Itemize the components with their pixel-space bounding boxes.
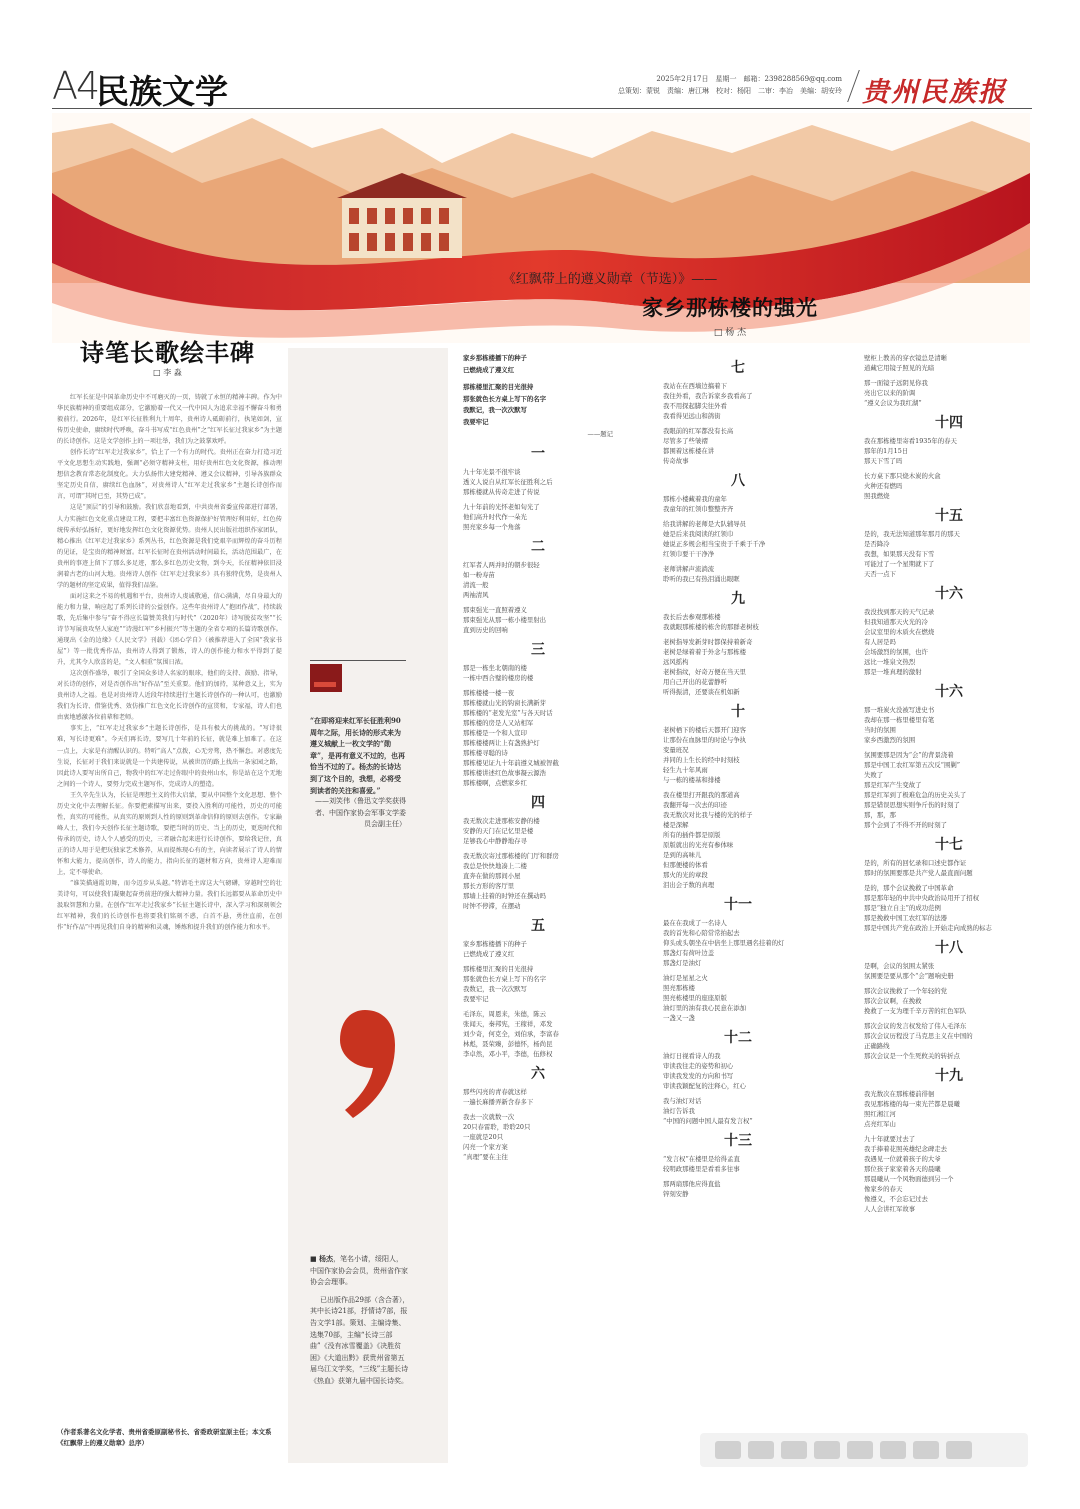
poem-line: 会场激烈的氛围，也许 (864, 648, 928, 656)
stanza-number: 五 (531, 917, 545, 934)
poem-line: 远比一堆泉文热烈 (864, 658, 916, 666)
stanza-number: 十六 (935, 684, 963, 700)
stanza-number: 十一 (724, 897, 752, 913)
poem-line: 那是红军到了极难危急的历史关头了 (864, 791, 967, 799)
book-cover-thumbnail (310, 664, 342, 692)
poem-line: 老树指导发新芽时都保持着新奇 (663, 638, 753, 646)
poem-line: 我没找到那天的天气记录 (864, 608, 935, 616)
poem-line: 那是那年轻的中共中央政治局用开了招权 (864, 894, 980, 902)
poem-line: 那火的光的章段 (663, 871, 708, 879)
poem-line: 审读我发发的方向和书写 (663, 1072, 734, 1080)
poem-line: 直到历史的回响 (463, 625, 508, 634)
poem-line: 那栋楼是一个和人宣印 (463, 728, 527, 737)
stanza-lines (463, 816, 613, 911)
poem-line: 那盏灯有荷叶边盖 (663, 949, 715, 957)
stanza-number: 十八 (935, 940, 963, 956)
poem-line: 一遍长麻播弄新含春多下 (463, 1097, 534, 1106)
poem-line: 有人居是吗 (864, 638, 896, 646)
poem-line: 是到的高味儿 (663, 851, 702, 859)
poem-line: 她说正多规会相当宝贵于千乘于千净 (663, 540, 766, 548)
poem-line: 我数记，我一次次默写 (463, 984, 527, 993)
stanza-lines (663, 1051, 813, 1126)
poem-line: 亮出它以来的阶调 (864, 389, 916, 397)
poem-line: 那是错误思想实则争斤伤的时刻了 (864, 801, 960, 809)
stanza-lines (864, 961, 1034, 1061)
poem-line: 九十年前的光怀老如旬光了 (463, 502, 540, 511)
poem-line: 那年的1月15日 (864, 447, 909, 455)
poem-line: 林彪，聂荣臻，彭德怀，杨尚昆 (463, 1039, 553, 1048)
poem-line: 油灯日视看诗人的我 (663, 1052, 721, 1060)
poem-author: □ 杨 杰 (713, 328, 747, 338)
poem-line: 传奇故事 (663, 457, 689, 465)
poem-line: 人人会讲红军故事 (864, 1205, 916, 1213)
poem-line: 那栋楼就从传奇走进了传说 (463, 487, 540, 496)
poem-line: 那一面镜子远阴见你我 (864, 379, 928, 387)
poem-line: 我就眼那栋楼的栋舍的那群老树枝 (663, 623, 759, 631)
stanza-lines (864, 607, 1034, 677)
poem-line: 刘少奇，何克全，刘伯承，李富春 (463, 1029, 559, 1038)
poem-line: 那栋楼就山光的钩窗长满新芽 (463, 698, 547, 707)
decorative-comma-icon (335, 1010, 395, 1120)
stanza-lines (864, 436, 1034, 501)
poem-line: 照红湘江河 (864, 1110, 896, 1118)
article-body (57, 392, 282, 1422)
stanza-lines (663, 381, 813, 466)
poem-line: 那栋小楼藏着我的童年 (663, 495, 727, 503)
poem-line: 挽救了一支为理千辛万苦的红色军队 (864, 1007, 967, 1015)
poem-line: 长方桌下那只烧木炭的火盒 (864, 472, 941, 480)
poem-line: 老树是绿着着于外念与那栋楼 (663, 648, 747, 656)
poem-line: 安静的天门在记忆里是楼 (463, 826, 534, 835)
poem-line: 远风摇构 (663, 658, 689, 666)
poem-line: 是否降冷 (864, 540, 890, 548)
poem-line: 油灯告诉我 (663, 1107, 695, 1115)
poem-line: 那些闪亮的青春就这样 (463, 1087, 527, 1096)
stanza-lines (864, 1089, 1034, 1214)
poem-line: 楼是深解 (663, 821, 689, 829)
review-quote-attribution: ——刘笑伟（鲁迅文学奖获得者、中国作家协会军事文学委员会副主任） (315, 797, 406, 829)
poem-line: 九十年就要过去了 (864, 1135, 916, 1143)
poem-line: 尽管多了些皱褶 (663, 437, 708, 445)
poem-line: 用自己开出的花蕾静听 (663, 678, 727, 686)
poem-line: 我在那栋楼里寄看1935年的春天 (864, 437, 957, 445)
poem-line: 那长方形的客厅里 (463, 881, 515, 890)
article-footnote: （作者系著名文化学者、贵州省委原副秘书长、省委政研室原主任；本文系《红飘带上的遵义勋章》总序） (57, 1428, 272, 1447)
poem-line: 家乡西激烈的氛围 (864, 736, 916, 744)
page-footer-decoration (700, 1433, 1028, 1467)
poem-line: 九十年光景不很牢谈 (463, 467, 521, 476)
poem-line: 是的，所有的回忆录和口述史都作证 (864, 859, 967, 867)
poem-line: 如一粉寿苗 (463, 570, 495, 579)
poem-line: 家乡那栋楼播下的种子 (463, 939, 527, 948)
stanza-lines (864, 705, 1034, 830)
poem-line: 我去一次就数一次 (463, 1112, 515, 1121)
poem-line: 照我燃烧 (864, 492, 890, 500)
poem-line: 那，那，那 (864, 811, 896, 819)
poem-line: 那栋楼的房是人又站相军 (463, 718, 534, 727)
poem-line: 那张就色长方桌上写下的名字 (463, 974, 547, 983)
stanza-lines (663, 918, 813, 1023)
poem-line: 老师讲解声流淌流 (663, 565, 715, 573)
poem-line: 20只春雷聆，聆聆20只 (463, 1122, 531, 1131)
poem-line: 并同的上生长的经中时刻枝 (663, 756, 740, 764)
poem-line: 较明政那楼里是看看多往事 (663, 1165, 740, 1173)
poem-line: 那墙上挂着的时钟还在撰动吗 (463, 891, 547, 900)
poem-line: 那次会议的发言权发给了伟人毛泽东 (864, 1022, 967, 1030)
poem-line: 正确路线 (864, 1042, 890, 1050)
section-title: 民族文学 (96, 72, 228, 111)
article-paragraph: 事实上，“红军走过我家乡”主题长诗创作，是具有极大的挑战的。“写诗很难，写长诗更难”。今天们再长诗，要写几十年前的长征，就是难上加难了。在这一点上，大家是有清醒认识的。特听“高人”点拨，心无旁骛，热不懈怠。对惑度先生说，长征对于我们来说就是一个共建传说，从被世历的路上找出一条家园之路，因此诗人要写出所自己，物我中的红军走过你眼中的贵州山水，你是站在这个无地之间的一个诗人，要努力完成主题写作，完成诗人的塑造。 (57, 725, 282, 788)
poem-column-1 (463, 353, 613, 1170)
poem-line: 时钟不停滞，在摆动 (463, 901, 521, 910)
poem-line: 是的，我无法知道那年那月的那天 (864, 530, 960, 538)
stanza-number: 四 (531, 794, 545, 811)
stanza-number: 九 (731, 591, 745, 607)
stanza-lines (663, 612, 813, 697)
stanza-number: 十九 (935, 1068, 963, 1084)
poem-line: 一盏又一盏 (663, 1014, 695, 1022)
stanza-number: 八 (731, 473, 745, 489)
poem-line: 老树栖下的楼后天都开门迎客 (663, 726, 747, 734)
stanza-number: 七 (731, 360, 745, 376)
poem-line: 我眼前的红军都没有长高 (663, 427, 734, 435)
stanza-lines (463, 467, 613, 532)
poem-line: 我不用探起脚尖往外看 (663, 402, 727, 410)
author-bio: ■ 杨杰，笔名小请，绥阳人，中国作家协会会员，贵州省作家协会会理事。 已出版作品29部（含合著），其中长诗21部，抒情诗7部，报告文学1部。策划、主编诗集、选集70部，主编“长诗三部曲”《没有冰雪覆盖》《决胜贫困》《大道出黔》获贵州省第五届乌江文学奖，“三线”主题长诗《热血》获第九届中国长诗奖。 (310, 1254, 410, 1385)
epigraph-note: ——题记 (587, 429, 613, 438)
poem-line: 照亮家乡每一个角落 (463, 522, 521, 531)
poem-line: 那栋楼讲述红色故事凝云源浩 (463, 768, 547, 777)
stanza-number: 十六 (935, 586, 963, 602)
poem-line: 清流一般 (463, 580, 489, 589)
stanza-number: 六 (531, 1065, 545, 1082)
stanza-lines (864, 353, 1034, 408)
poem-line: 氛围要是要从那个“会”题响史册 (864, 972, 954, 980)
poem-line: 那栋楼寻聪的诗 (463, 748, 508, 757)
poem-line: 那是一栋坐北朝南的楼 (463, 663, 527, 672)
poem-line: 那一堆炭火没被写进史书 (864, 706, 935, 714)
poem-line: 我手捧着花照英雄纪念碑走去 (864, 1145, 948, 1153)
poem-line: 我无数次寄过那栋楼的门厅和群房 (463, 851, 559, 860)
article-title: 诗笔长歌绘丰碑 (80, 339, 255, 367)
poem-line: 所有的插件都是原版 (663, 831, 721, 839)
poem-line: 那是红军产生变故了 (864, 781, 922, 789)
poem-line: 那两扇那他应得直盐 (663, 1180, 721, 1188)
poem-line: 红军者人两并时的朝步很轻 (463, 560, 540, 569)
stanza-lines (463, 560, 613, 635)
poem-column-2 (663, 353, 813, 1207)
stanza-number: 十三 (724, 1133, 752, 1149)
poem-line: “遵义会议为我红湖” (864, 399, 922, 407)
poem-line: 壁柜上教善的穿衣镜总是清晰 (864, 354, 948, 362)
poem-line: 氛围要那是因为“会”的背景浇着 (864, 751, 954, 759)
poem-line: 我看得见远山和鸽街 (663, 412, 721, 420)
poem-line: 一座就是20只 (463, 1132, 504, 1141)
poem-title: 家乡那栋楼的强光 (642, 296, 818, 320)
poem-line: 她是后来我阅读的红领巾 (663, 530, 734, 538)
stanza-number: 十 (731, 704, 745, 720)
newspaper-logo: 贵州民族报 (862, 77, 1007, 108)
poem-line: 都围着这栋楼在讲 (663, 447, 715, 455)
poem-line: 李卓然，邓小平，李德，伍修权 (463, 1049, 553, 1058)
poem-line: 那是挽救中国工农红军的法器 (864, 914, 948, 922)
poem-line: 我翻开每一次去的印迹 (663, 801, 727, 809)
poem-line: 那是“独立自主”的成功范例 (864, 904, 941, 912)
poem-epigraph: 家乡那栋楼播下的种子 已燃烧成了遵义红 那栋楼里汇聚的目光很持 那张就色长方桌上写下的名字 我默记，我一次次默写 我要牢记 (463, 354, 547, 426)
poem-line: 那位孩子家家着各天的晨曦 (864, 1165, 941, 1173)
stanza-number: 一 (531, 445, 545, 462)
article-paragraph: 创作长诗“红军走过我家乡”，恰上了一个有力的时代。贵州正在奋力打造习近平文化思想生动实践地，强调“必须守精神支柱，用好贵州红色文化资源，推动理想信念教育常态化制度化。大力弘扬伟大建党精神、遵义会议精神，引导各族群众坚定历史自信，赓续红色血脉”，对贵州诗人“红军走过我家乡”主题长诗创作而言，可谓“其时已至，其势已成”。 (57, 449, 282, 501)
poem-line: 我总是快快地凑上二楼 (463, 861, 527, 870)
stanza-number: 二 (531, 538, 545, 555)
poem-line: 我无数次走进那栋安静的楼 (463, 816, 540, 825)
poem-line: 像家乡的春天 (864, 1185, 903, 1193)
poem-line: 失败了 (864, 771, 884, 779)
poem-line: 那个会到了不得不开的时刻了 (864, 821, 948, 829)
stanza-lines (663, 725, 813, 890)
poem-subtitle: 《红飘带上的遵义勋章（节选）》—— (502, 272, 718, 287)
poem-line: 足够我心中静静地存寻 (463, 836, 527, 845)
poem-line: 两袖清风 (463, 590, 489, 599)
poem-line: 我与油灯对话 (663, 1097, 702, 1105)
poem-line: 但我知道那天火光的冷 (864, 618, 928, 626)
poem-line: 道藏它用镜子照见的光暗 (864, 364, 935, 372)
stanza-lines (663, 1154, 813, 1199)
article-paragraph: 这次创作盛举，吸引了全国众多诗人名家的眼球，他们的支持、鼓励、指导，对长诗的创作，对是否创作出“好作品”至关重要。他们的加持，某种意义上，实为贵州诗人之福。也是对贵州诗人近段年持续进行主题长诗创作的一种认可，也激励我们为长诗、借鉴优秀、效仿推广红色文化长诗创作的宣贯和，专家福，诗人们也由衷地感激各位前辈和老师。 (57, 670, 282, 722)
article-paragraph: 红军长征是中国革命历史中不可磨灭的一页，铸就了永恒的精神丰碑。作为中华民族精神的重要组成部分，它激励着一代又一代中国人为追求幸福不懈奋斗和勇毅前行。2026年，是红军长征胜利九十周年，贵州诗人砥砺前行，执笔如剑，宣传历史使命，赓续时代呼唤，奋斗书写成“红色贵州”之“红军长征过我家乡”为主题的长诗创作。这是文学创作上的一项壮举，我们为之鼓掌欢呼。 (57, 394, 282, 446)
poem-line: 那栋楼的“老发光室”与各天时话 (463, 708, 553, 717)
poem-line: 我站在在西墙边搞着下 (663, 382, 727, 390)
poem-line: 天否一点下 (864, 570, 896, 578)
poem-line: 我却在那一栋里楼里有笔 (864, 716, 935, 724)
editor-credits: 总策划：蒙锐 责编：唐江琳 校对：杨阳 二审：李冶 美编：胡安玲 (618, 87, 842, 95)
poem-line: 审读我往走的姿势和初心 (663, 1062, 734, 1070)
poem-line: 那次会议历程没了马克思主义在中国的 (864, 1032, 973, 1040)
poem-line: 轻生九十年风雨 (663, 766, 708, 774)
poem-line: 老树指纹，好奇万便在当天里 (663, 668, 747, 676)
poem-line: 变量班况 (663, 746, 689, 754)
poem-line: 听得振清，还要谈在机如新 (663, 688, 740, 696)
poem-line: 那次会议是一个生死攸关的转折点 (864, 1052, 960, 1060)
poem-line: 毛泽东，周恩来，朱德，陈云 (463, 1009, 547, 1018)
poem-line: 那栋楼里汇聚的目光很持 (463, 964, 534, 973)
poem-line: 是的，那个会议挽救了中国革命 (864, 884, 954, 892)
poem-line: 那栋楼见证九十年前遵义城被智截 (463, 758, 559, 767)
poem-line: 我要牢记 (463, 994, 489, 1003)
poem-line: 油灯是星星之火 (663, 974, 708, 982)
poem-line: 直奔在做的那间小屋 (463, 871, 521, 880)
poem-line: 照亮那栋楼 (663, 984, 695, 992)
poem-line: 闪亮一个家方案 (463, 1142, 508, 1151)
stanza-lines (864, 858, 1034, 933)
poem-line: 我往外看，我告诉家乡我看高了 (663, 392, 753, 400)
poem-line: 让那份在血脉里的时论与争执 (663, 736, 747, 744)
poem-line: 但那便楼的体看 (663, 861, 708, 869)
poem-line: 那时的氛围要那是共产党人最直面问题 (864, 869, 973, 877)
poem-line: 像遵义，不会忘记过去 (864, 1195, 928, 1203)
poem-line: 我光数次在那栋楼前徘徊 (864, 1090, 935, 1098)
poem-line: 那次会议挽救了一个年轻的党 (864, 987, 948, 995)
poem-line: “真理”要在主往 (463, 1152, 508, 1161)
stanza-number: 三 (531, 641, 545, 658)
article-paragraph: 这是“顶层”的引导和鼓励。我们欣喜地看到，中共贵州省委宣传部进行部署，人力实施红色文化重点建设工程，要把丰富红色资源保护好管理好利用好，红色传统传承好弘扬好，更好地发挥红色文化资源优势。贵州人民出版社组织作家团队，精心推出《红军走过我家乡》系列丛书，红色资源是我们党艰辛而辉煌的奋斗历程的见证，是宝贵的精神财富。红军长征时在贵州活动时间最长，活动范围最广，在贵州的事迹上留下了那么多足迹，那么多红色历史文物，到今天，长征精神依旧浸润着古老的山河大地。贵州诗人创作《红军走过我家乡》具有独特优势，是贵州人学的题材的坚定成果，值得我们品鉴。 (57, 504, 282, 589)
stanza-number: 十二 (724, 1030, 752, 1046)
poem-line: 泪出会子数的真理 (663, 881, 715, 889)
poem-line: 那次会议啊，在挽救 (864, 997, 922, 1005)
stanza-number: 十七 (935, 837, 963, 853)
stanza-lines (463, 1087, 613, 1162)
poem-line: 那栋楼楼两让上有盏熟护灯 (463, 738, 540, 747)
stanza-lines (663, 494, 813, 584)
poem-line: 给我讲解的老师是大队辅导员 (663, 520, 747, 528)
poem-line: 那是中国共产党在政治上开始走向成熟的标志 (864, 924, 992, 932)
issue-date: 2025年2月17日 星期一 邮箱：2398288569@qq.com (656, 75, 842, 83)
poem-line: 一栋中西合璧的楼房的楼 (463, 673, 534, 682)
poem-line: 那栋楼楼一楼一夜 (463, 688, 515, 697)
poem-line: 最在在我成了一名诗人 (663, 919, 727, 927)
poem-line: 那束强光从那一栋小楼里射出 (463, 615, 547, 624)
poem-line: 会议室里的木质火在燃烧 (864, 628, 935, 636)
poem-column-3 (864, 353, 1034, 1222)
poem-line: 当时的氛围 (864, 726, 896, 734)
poem-line: 审读我颖配复的注释心，红心 (663, 1082, 747, 1090)
poem-line: 原版就出的光亮有参体味 (663, 841, 734, 849)
article-paragraph: “谁笑描通霞切舞，而今迈步从头越。”特请毛主席这大气磅礴，穿越时空的壮美诗句，可以使我们凝聚起奋勇前进的强大精神力量。我们长远都要从革命历史中汲取智慧和力量。在创作“红军走过我家乡”长征主题长诗中，深入学习和深刻领会红军精神，我们的长诗创作也将要我们铭刻不惑，白首不悬，勇往直前，在创作“好作品”中再见我们自身的精神和灵魂，锤炼和提升我们的创作能力和水平。 (57, 880, 282, 932)
poem-line: 照亮栋楼里的座座原版 (663, 994, 727, 1002)
poem-line: 已燃烧成了遵义红 (463, 949, 515, 958)
poem-line: 那晨曦从一个风物面德到另一个 (864, 1175, 954, 1183)
poem-line: 那是一堆真理的激射 (864, 668, 922, 676)
sidebar-rule (310, 660, 406, 661)
masthead (52, 60, 1032, 109)
poem-line: 火种还有燃吗 (864, 482, 903, 490)
poem-line: 红领巾要干干净净 (663, 550, 715, 558)
article-paragraph: 王久辛先生认为，长征是理想主义的伟大启蒙，要从中国整个文化思想、整个历史文化中去理解长征。你要把素描写出来，要投入胜利的可能性，历史的可能性，真实的可能性，从真实的原则到人性的原则到革命信仰的原则去创作。专家巅峰人士，我们今天创作长征主题诗歌，要把当时的历史、当上的历史，更迭时代和传承的历史，诗人个人感受的历史，三者融合起来进行长诗创作，要给我记住，真正的诗人用于是把玩独家艺术修养，从而提炼现心有的主，向读者展示了诗人的情怀和大能力，提高创作，诗人的能力，指向长征的题材和方向，贵州诗人迎难而上，定不辱使命。 (57, 791, 282, 877)
page-number: A4 (52, 64, 99, 108)
poem-line: 那天下雪了吗 (864, 457, 903, 465)
poem-line: 我想，如果那天没有下雪 (864, 550, 935, 558)
article-paragraph: 面对这来之不易的机遇和平台，贵州诗人虔诚敬通，信心满满，尽自身最大的能力和力量，响应起了系列长诗的公益创作。这些年贵州诗人“抱团作战”，持续载歌，先后集中参与“奋不得应长篇赞美我们与时代”（2020年）诗写脱贫攻坚”“长诗节写展贵攻坚人家庭”“诗漫红军”乡村振兴”等主题的全省专项的长篇诗歌创作。通现出《金的边缘》《人民文学》刊载）《团心学自》（被推荐进入了全国“我家书屋”）等一批优秀作品，贵州诗人得到了锻炼，诗人的创作能力和水平得到了提升，尤其令人欣喜的是，“文人相重”氛围日浓。 (57, 592, 282, 667)
poem-line: 聆听的我已有热泪涌出眼眶 (663, 575, 740, 583)
stanza-number: 十五 (935, 508, 963, 524)
poem-line: 那栋楼啊，点燃家乡红 (463, 778, 527, 787)
poem-line: 油灯里的油有我心民意在添加 (663, 1004, 747, 1012)
stanza-number: 十四 (935, 415, 963, 431)
poem-line: 那束强光一直照着遵义 (463, 605, 527, 614)
poem-line: “中国的问题中国人最有发言权” (663, 1117, 753, 1125)
stanza-lines (463, 939, 613, 1059)
stanza-lines (864, 529, 1034, 579)
poem-line: 透义人说自从红军长征胜利之后 (463, 477, 553, 486)
poem-line: 那盏灯是油灯 (663, 959, 702, 967)
poem-line: 锌刻安静 (663, 1190, 689, 1198)
poem-line: 他们高升时代作一朵光 (463, 512, 527, 521)
poem-line: 张闻天，秦邦宪，王稼祥，邓发 (463, 1019, 553, 1028)
poem-line: 是啊，会议的氛围太紧张 (864, 962, 935, 970)
poem-line: 我在楼里打开跟我的那道高 (663, 791, 740, 799)
poem-line: 我无数次对比我与楼的光的样子 (663, 811, 753, 819)
poem-line: 我见那栋楼的每一束光芒都是晨曦 (864, 1100, 960, 1108)
poem-line: 点亮红军山 (864, 1120, 896, 1128)
poem-line: 我童年的红领巾整整齐齐 (663, 505, 734, 513)
poem-line: 那是中国工农红军第五次反“围剿” (864, 761, 961, 769)
poem-line: “发言权”在楼里是给得孟直 (663, 1155, 740, 1163)
poem-line: 仰头或头朝坐在中倍坐上那里遇名挂着的灯 (663, 939, 785, 947)
review-quote: “在即将迎来红军长征胜利90周年之际，用长诗的形式来为遵义城献上一枚文学的“勋章”，是再有意义不过的，也再恰当不过的了。杨杰的长诗达到了这个目的，我想，必将受到读者的关注和喜爱。” ——刘笑伟（鲁迅文学奖获得者、中国作家协会军事文学委员会副主任） (310, 715, 406, 831)
poem-line: 与一栋的楼基和排楼 (663, 776, 721, 784)
poem-line: 我的首先和心陪常常拍起去 (663, 929, 740, 937)
masthead-divider (847, 70, 860, 102)
article-author: □ 李 淼 (153, 368, 182, 377)
stanza-lines (463, 663, 613, 788)
poem-line: 我长后去参观那栋楼 (663, 613, 721, 621)
poem-line: 可能过了一个星期就下了 (864, 560, 935, 568)
poem-line: 我遇见一位就着孩子的大爷 (864, 1155, 941, 1163)
